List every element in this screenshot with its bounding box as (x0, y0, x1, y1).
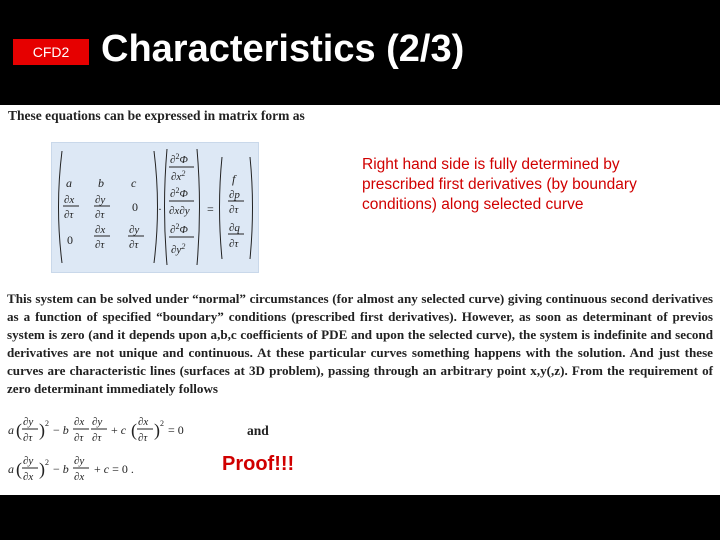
proof-label: Proof!!! (222, 453, 295, 475)
matrix-equation-image (51, 142, 259, 273)
svg-text:∂q: ∂q (229, 222, 240, 234)
svg-text:0: 0 (132, 200, 138, 214)
svg-text:∂x: ∂x (138, 416, 149, 428)
svg-text:0: 0 (67, 233, 73, 247)
slide-content (0, 105, 720, 495)
svg-text:2: 2 (160, 419, 164, 428)
svg-text:∂τ: ∂τ (95, 239, 105, 251)
explanation-paragraph: This system can be solved under “normal” circumstances (for almost any selected curve) giving continuous second derivatives as a function of specified “boundary” conditions (prescribed first derivatives). However, as soon as determinant of previos system is zero (and it depends upon a,b,c coefficients of PDE and upon the selected curve), the system is indefinite and second derivatives are not unique and continuous. At these particular curves something happens with the solution. And just these curves are characteristic lines (surfaces at 3D problem), passing through an arbitrary point x,y(,z). From the requirement of zero determinant immediately follows (7, 291, 713, 396)
svg-text:f: f (232, 172, 236, 186)
svg-text:a: a (66, 176, 72, 190)
svg-text:∂τ: ∂τ (138, 432, 148, 444)
svg-text:∂y: ∂y (23, 416, 34, 428)
right-hand-side-note: Right hand side is fully determined by prescribed first derivatives (by boundary conditions) along selected curve (362, 156, 637, 213)
svg-text:(: ( (16, 459, 22, 479)
svg-text:): ) (154, 420, 160, 440)
svg-text:∂τ: ∂τ (229, 238, 239, 250)
svg-text:∂τ: ∂τ (129, 239, 139, 251)
svg-text:b: b (98, 176, 104, 190)
and-label: and (247, 423, 269, 438)
svg-text:∂2Φ: ∂$^2$Φ (170, 152, 188, 166)
slide-title: Characteristics (2/3) (101, 28, 465, 70)
matrix-equation-svg (52, 143, 258, 272)
svg-text:= 0: = 0 (168, 423, 184, 437)
svg-text:∂x∂y: ∂x∂y (169, 205, 190, 217)
svg-text:− b: − b (53, 462, 69, 476)
svg-text:∂2Φ: ∂$^2$Φ (170, 186, 188, 200)
svg-text:(: ( (16, 420, 22, 440)
svg-text:+ c: + c (111, 423, 127, 437)
svg-text:(: ( (131, 420, 137, 440)
svg-text:2: 2 (45, 458, 49, 467)
svg-text:2: 2 (45, 419, 49, 428)
svg-text:∂y2: $\partial y^2$ (171, 242, 186, 256)
svg-text:∂τ: ∂τ (74, 432, 84, 444)
intro-text: These equations can be expressed in matrix form as (8, 108, 305, 123)
svg-text:∂x: ∂x (64, 194, 75, 206)
svg-text:): ) (39, 459, 45, 479)
svg-text:∂x: ∂x (23, 471, 34, 483)
svg-text:∂τ: ∂τ (95, 209, 105, 221)
svg-text:∂y: ∂y (95, 194, 106, 206)
svg-text:∂y: ∂y (92, 416, 103, 428)
svg-text:+ c = 0 .: + c = 0 . (94, 462, 134, 476)
svg-text:∂2Φ: ∂$^2$Φ (170, 222, 188, 236)
svg-text:∂τ: ∂τ (64, 209, 74, 221)
svg-text:=: = (207, 202, 214, 216)
svg-text:− b: − b (53, 423, 69, 437)
svg-text:∂p: ∂p (229, 189, 240, 201)
svg-text:∂y: ∂y (129, 224, 140, 236)
svg-text:∂x: ∂x (74, 416, 85, 428)
svg-text:∂x2: $\partial x^2$ (171, 169, 186, 183)
svg-text:a: a (8, 462, 14, 476)
svg-text:): ) (39, 420, 45, 440)
cfd2-badge: CFD2 (13, 39, 89, 65)
svg-text:c: c (131, 176, 137, 190)
characteristic-equation-1 (8, 412, 208, 452)
svg-text:a: a (8, 423, 14, 437)
svg-text:∂y: ∂y (74, 455, 85, 467)
svg-text:∂x: ∂x (74, 471, 85, 483)
equation-2-svg (8, 451, 168, 487)
equation-1-svg (8, 412, 208, 448)
svg-text:∂τ: ∂τ (23, 432, 33, 444)
svg-text:∂y: ∂y (23, 455, 34, 467)
svg-text:·: · (158, 202, 162, 216)
svg-text:∂x: ∂x (95, 224, 106, 236)
svg-text:∂τ: ∂τ (92, 432, 102, 444)
svg-text:∂τ: ∂τ (229, 204, 239, 216)
characteristic-equation-2 (8, 451, 168, 491)
